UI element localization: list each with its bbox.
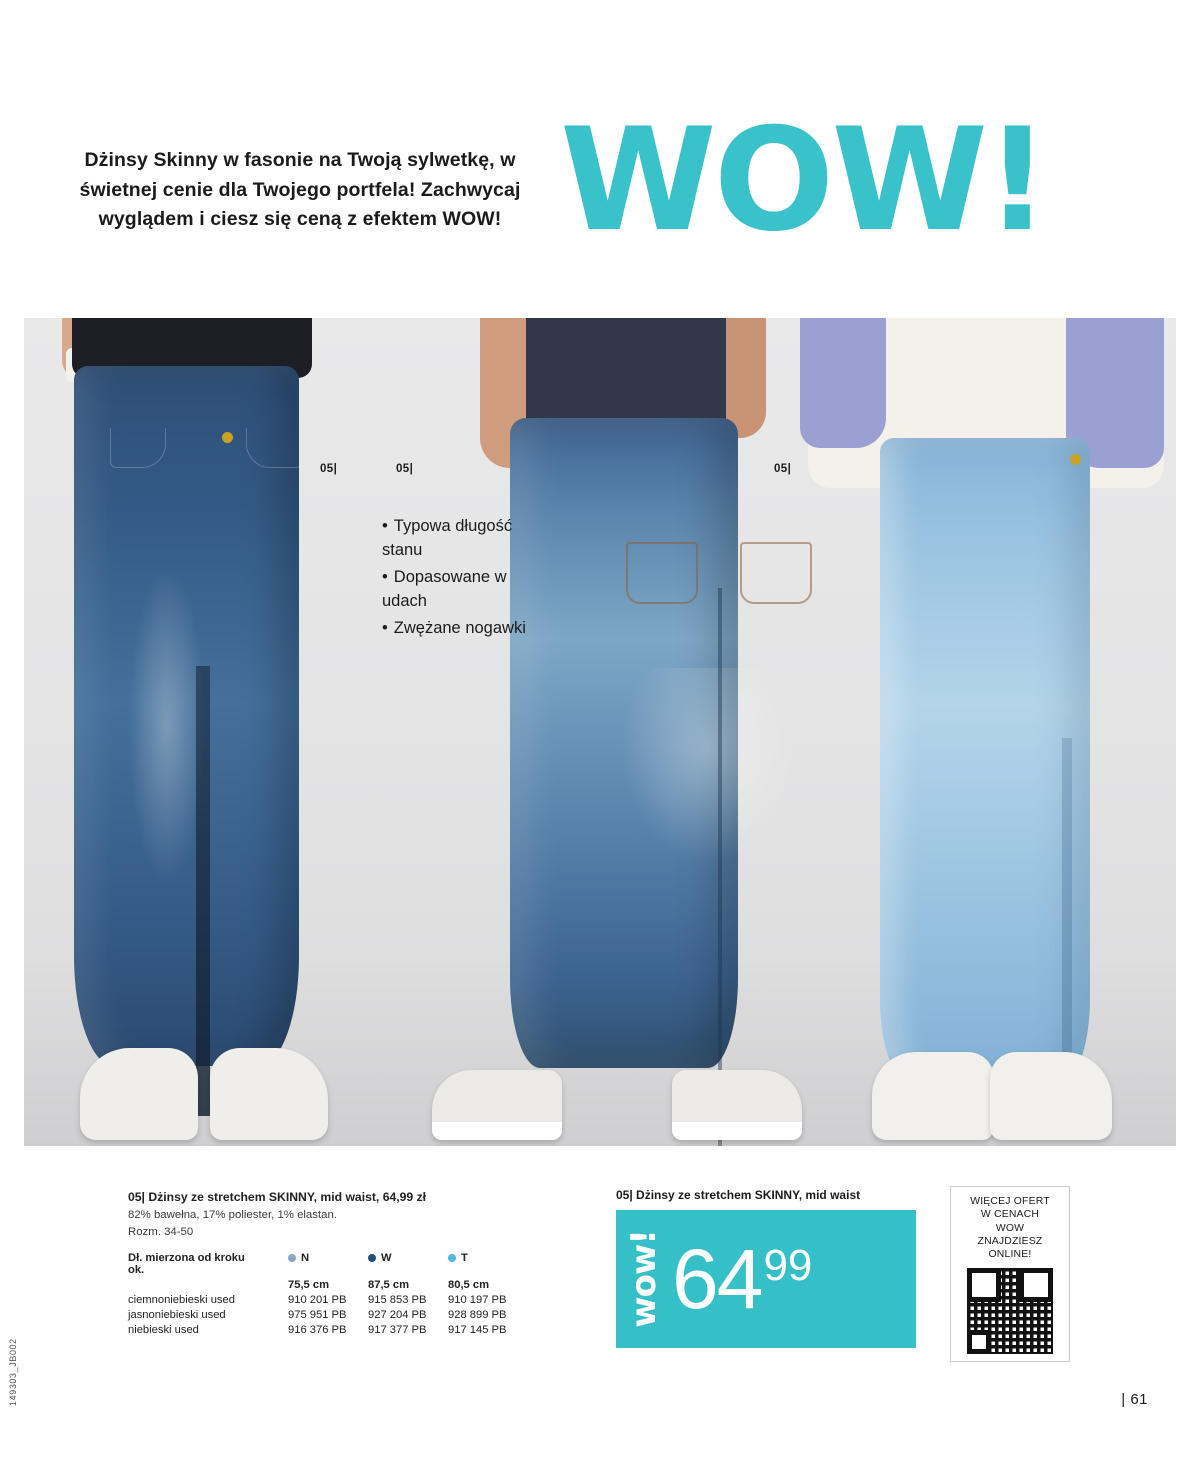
model2-sneaker-right	[672, 1070, 802, 1140]
model3-sneaker-left	[872, 1052, 994, 1140]
model3-sleeve-left	[800, 318, 886, 448]
promo-line-1: WIĘCEJ OFERT	[970, 1196, 1050, 1207]
model2-sole-left	[432, 1122, 562, 1140]
side-edition-code: 149303_JB002	[8, 1338, 18, 1406]
row-article-t: 928 899 PB	[448, 1308, 507, 1321]
model2-center-seam	[718, 588, 722, 1146]
promo-line-5: ONLINE!	[988, 1249, 1032, 1261]
table-length-row	[128, 1277, 528, 1292]
row-article-n: 910 201 PB	[288, 1293, 347, 1306]
model1-sneaker-left	[80, 1048, 198, 1140]
photo-code-tag-a: 05|	[320, 463, 338, 475]
model1-sneaker-right	[210, 1048, 328, 1140]
feature-bullets	[368, 514, 528, 642]
product-info-area	[0, 1180, 1200, 1380]
model1-pocket-left	[110, 428, 166, 468]
feature-bullet: • Typowa długość stanu	[382, 514, 528, 563]
model2-jeans-fade	[618, 668, 798, 868]
product-composition: 82% bawełna, 17% poliester, 1% elastan.	[128, 1209, 337, 1221]
length-col-w	[368, 1250, 448, 1277]
row-article-w: 917 377 PB	[368, 1323, 427, 1336]
measure-label-line1: Dł. mierzona od kroku	[128, 1251, 245, 1264]
row-article-t: 910 197 PB	[448, 1293, 507, 1306]
legend-dot-w-icon	[368, 1254, 376, 1262]
promo-line-4: ZNAJDZIESZ	[977, 1235, 1043, 1247]
article-number-table	[128, 1250, 528, 1337]
length-col-w-label: W	[381, 1251, 392, 1264]
model3-sneaker-right	[990, 1052, 1112, 1140]
model3-jeans	[880, 438, 1090, 1078]
model1-pocket-right	[246, 428, 302, 468]
photo-code-tag-b: 05|	[396, 463, 414, 475]
price-wow-text: wow!	[624, 1230, 664, 1328]
measure-label-line2: ok.	[128, 1263, 145, 1276]
promo-line-2: W CENACH	[980, 1209, 1040, 1221]
table-row	[128, 1307, 528, 1322]
model2-sneaker-left	[432, 1070, 562, 1140]
qr-code-icon[interactable]	[967, 1268, 1053, 1354]
length-col-t-label: T	[461, 1251, 468, 1264]
product-title: 05| Dżinsy ze stretchem SKINNY, mid waist, 64,99 zł	[128, 1190, 427, 1204]
measure-label	[128, 1250, 288, 1277]
legend-dot-n-icon	[288, 1254, 296, 1262]
row-article-w: 915 853 PB	[368, 1293, 427, 1306]
model2-dark-top	[526, 318, 726, 430]
photo-code-tag-c: 05|	[774, 463, 792, 475]
product-details	[128, 1190, 548, 1337]
length-value-t: 80,5 cm	[448, 1278, 490, 1291]
feature-bullet: • Zwężane nogawki	[382, 616, 528, 640]
length-col-t	[448, 1250, 528, 1277]
price-wow-label	[616, 1210, 672, 1348]
intro-text: Dżinsy Skinny w fasonie na Twoją sylwetkę, w świetnej cenie dla Twojego portfela! Zachwycaj wyglądem i ciesz się ceną z efektem WOW!	[79, 149, 521, 231]
row-color-name: jasnoniebieski used	[128, 1308, 226, 1321]
page-number: | 61	[1121, 1391, 1148, 1408]
online-promo-box[interactable]	[950, 1186, 1070, 1362]
product-sizes: Rozm. 34-50	[128, 1225, 194, 1238]
row-article-n: 916 376 PB	[288, 1323, 347, 1336]
model2-jeans	[510, 418, 738, 1068]
length-value-w: 87,5 cm	[368, 1278, 410, 1291]
table-row	[128, 1322, 528, 1337]
feature-bullet: • Dopasowane w udach	[382, 565, 528, 614]
model-mid-blue-jeans	[414, 318, 814, 1146]
table-row	[128, 1292, 528, 1307]
model3-jeans-button	[1070, 454, 1081, 465]
length-value-n: 75,5 cm	[288, 1278, 330, 1291]
wow-headline: WOW!	[560, 98, 1047, 263]
row-article-n: 975 951 PB	[288, 1308, 347, 1321]
price-badge	[616, 1210, 916, 1348]
model1-jeans-button	[222, 432, 233, 443]
model-light-blue-jeans	[794, 318, 1164, 1146]
promo-line-3: WOW	[995, 1222, 1025, 1234]
table-header-row	[128, 1250, 528, 1277]
price-cents: 99	[763, 1241, 813, 1290]
model1-jeans	[74, 366, 299, 1066]
model1-leg-gap	[196, 666, 210, 1116]
model2-sole-right	[672, 1122, 802, 1140]
length-col-n-label: N	[301, 1251, 310, 1264]
product-photo-band	[24, 318, 1176, 1146]
legend-dot-t-icon	[448, 1254, 456, 1262]
row-article-t: 917 145 PB	[448, 1323, 507, 1336]
model1-jeans-fade	[128, 566, 206, 886]
page-header	[0, 98, 1200, 290]
qr-finder-bottom-left	[967, 1330, 991, 1354]
model2-back-pocket-left	[626, 542, 698, 604]
price-product-code: 05| Dżinsy ze stretchem SKINNY, mid waist	[616, 1188, 861, 1202]
row-article-w: 927 204 PB	[368, 1308, 427, 1321]
model-dark-jeans	[44, 318, 374, 1146]
length-col-n	[288, 1250, 368, 1277]
price-amount: 64	[672, 1232, 762, 1326]
row-color-name: niebieski used	[128, 1323, 199, 1336]
row-color-name: ciemnoniebieski used	[128, 1293, 235, 1306]
